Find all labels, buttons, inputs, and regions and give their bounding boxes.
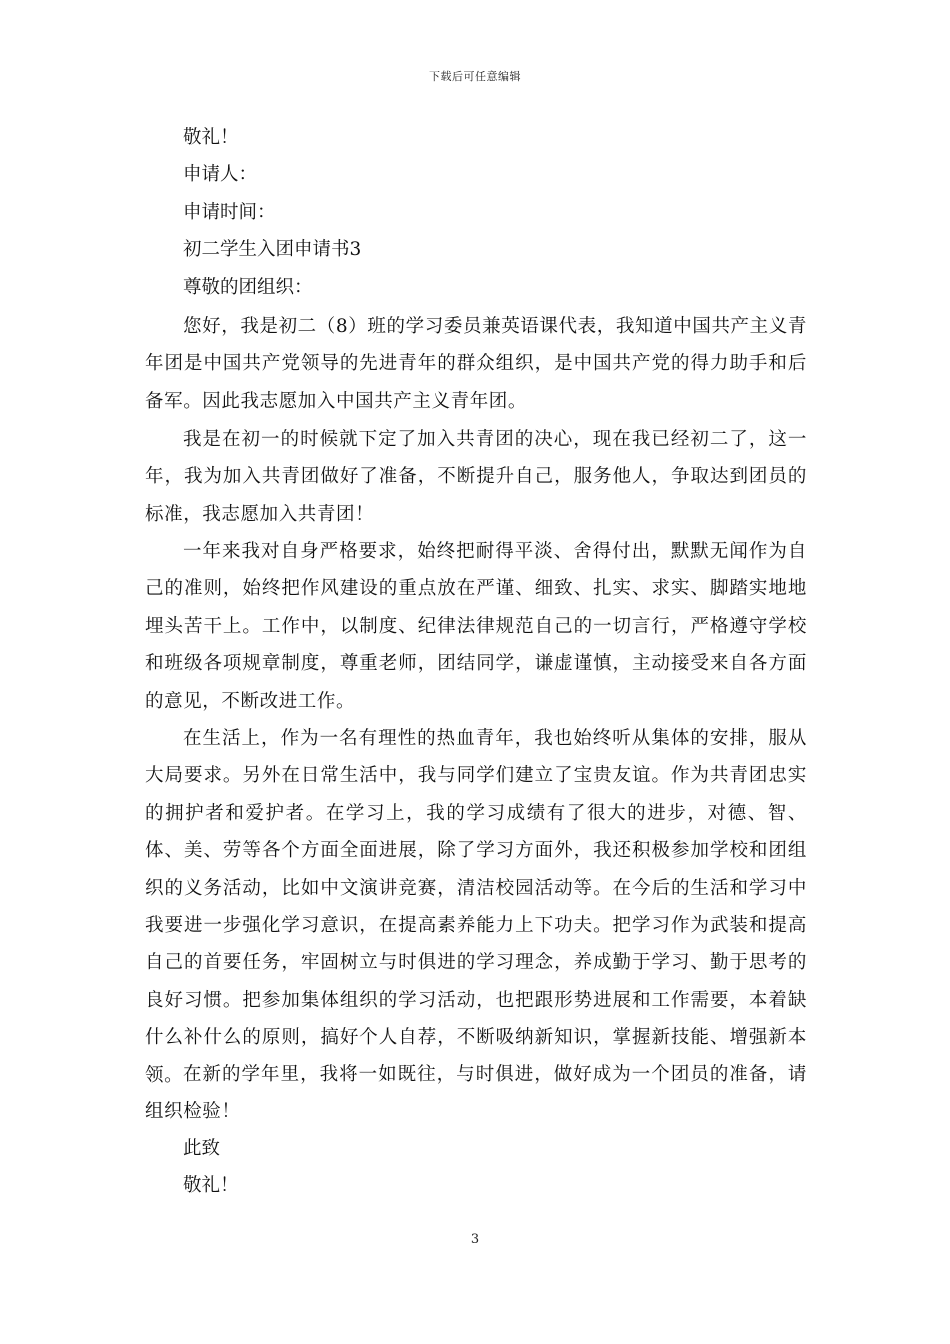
applicant-label: 申请人： (183, 164, 258, 185)
body-paragraph-5: 在新的学年里，我将一如既往，与时俱进，做好成为一个团员的准备，请组织检验！ (145, 1064, 807, 1123)
closing-salute-top: 敬礼！ (183, 127, 239, 148)
closing-jingli: 敬礼！ (183, 1175, 239, 1196)
page-header-note: 下载后可任意编辑 (429, 70, 521, 83)
page-number: 3 (470, 1232, 480, 1247)
body-paragraph-2: 我是在初一的时候就下定了加入共青团的决心，现在我已经初二了，这一年，我为加入共青团做好了准备，不断提升自己，服务他人，争取达到团员的标准，我志愿加入共青团！ (145, 429, 807, 525)
body-paragraph-4: 在生活上，作为一名有理性的热血青年，我也始终听从集体的安排，服从大局要求。另外在日常生活中，我与同学们建立了宝贵友谊。作为共青团忠实的拥护者和爱护者。在学习上，我的学习成绩有了很大的进步，对德、智、体、美、劳等各个方面全面进展，除了学习方面外，我还积极参加学校和团组织的义务活动，比如中文演讲竞赛，清洁校园活动等。在今后的生活和学习中我要进一步强化学习意识，在提高素养能力上下功夫。把学习作为武装和提高自己的首要任务，牢固树立与时俱进的学习理念，养成勤于学习、勤于思考的良好习惯。把参加集体组织的学习活动，也把跟形势进展和工作需要，本着缺什么补什么的原则，搞好个人自荐，不断吸纳新知识，掌握新技能、增强新本领。 (145, 728, 807, 1086)
salutation: 尊敬的团组织： (183, 277, 313, 298)
application-date-label: 申请时间： (183, 202, 276, 223)
closing-cizhi: 此致 (183, 1138, 221, 1159)
section-title: 初二学生入团申请书3 (183, 239, 362, 260)
body-paragraph-3: 一年来我对自身严格要求，始终把耐得平淡、舍得付出，默默无闻作为自己的准则，始终把作风建设的重点放在严谨、细致、扎实、求实、脚踏实地地埋头苦干上。工作中，以制度、纪律法律规范自己的一切言行，严格遵守学校和班级各项规章制度，尊重老师，团结同学，谦虚谨慎，主动接受来自各方面的意见，不断改进工作。 (145, 541, 807, 712)
body-paragraph-1: 您好，我是初二（8）班的学习委员兼英语课代表，我知道中国共产主义青年团是中国共产党领导的先进青年的群众组织，是中国共产党的得力助手和后备军。因此我志愿加入中国共产主义青年团。 (145, 316, 807, 412)
